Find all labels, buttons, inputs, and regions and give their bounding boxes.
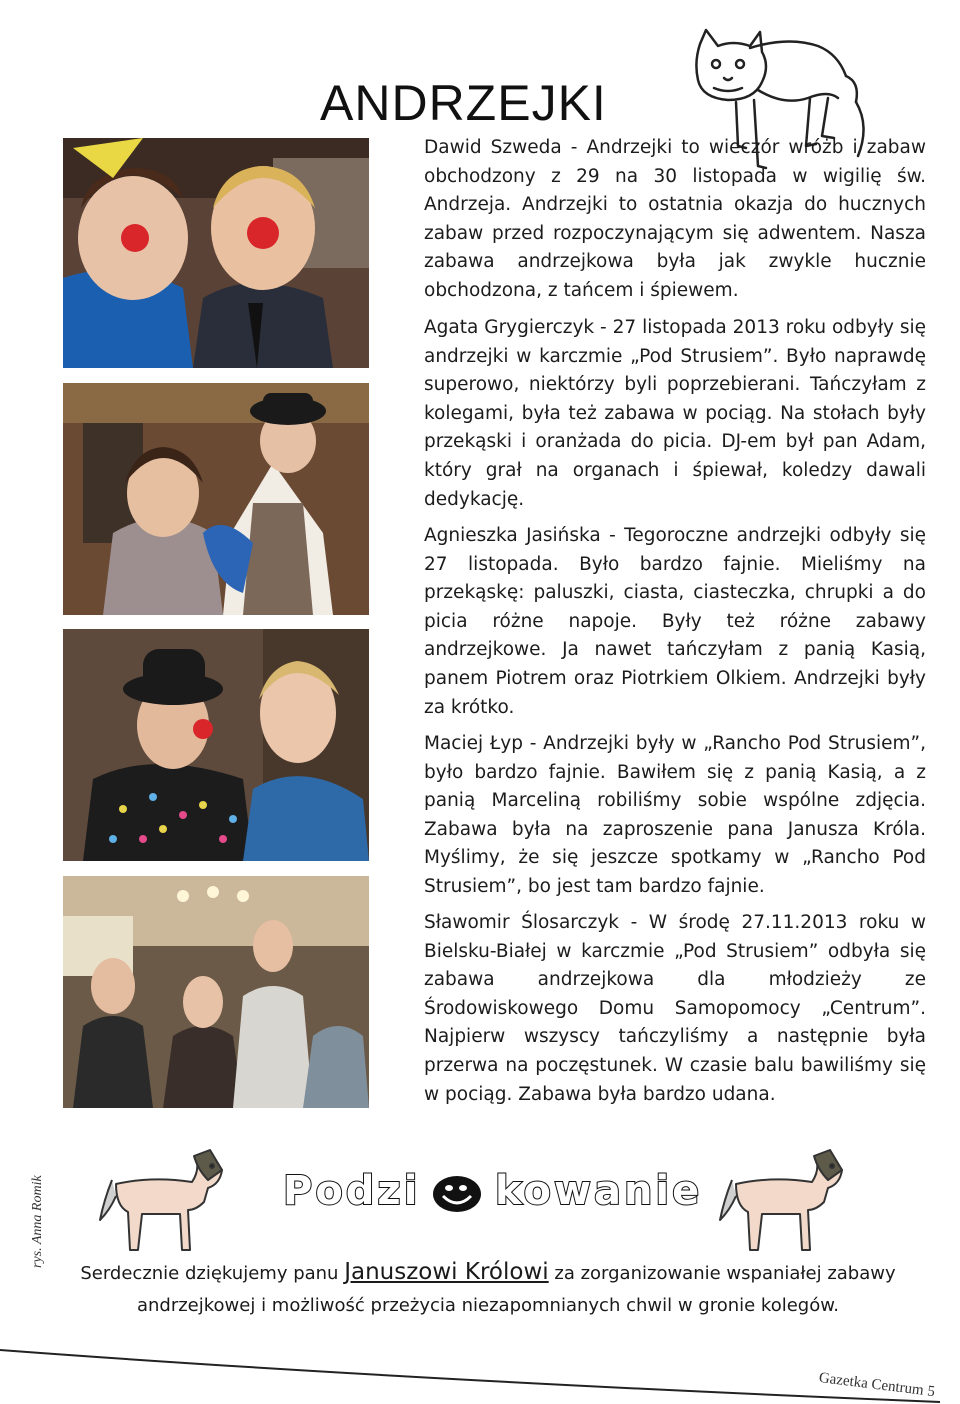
article-maciej-lyp: Maciej Łyp - Andrzejki były w „Rancho Pod Strusiem”, było bardzo fajnie. Bawiłem się z panią Kasią, a z panią Marceliną robiliśmy sobie wspólne zdjęcia. Zabawa była na zaproszenie pana Janusza Króla. Myślimy, że się jeszcze spotkamy w „Rancho Pod Strusiem”, bo jest tam bardzo fajnie. — [424, 733, 926, 897]
party-photo-train-game — [63, 876, 369, 1108]
footer-divider — [0, 1340, 960, 1404]
page-footer: Gazetka Centrum 5 — [818, 1370, 936, 1401]
thanks-text-end: za zorganizowanie wspaniałej zabawy andrzejkowej i możliwość przeżycia niezapomnianych chwil w gronie kolegów. — [136, 1263, 896, 1316]
article-agata-grygierczyk: Agata Grygierczyk - 27 listopada 2013 roku odbyły się andrzejki w karczmie „Pod Strusiem”. Było naprawdę superowo, niektórzy byli poprzebierani. Tańczyłam z kolegami, była też zabawa w pociąg. Na stołach były przekąski i oranżada do picia. DJ-em był pan Adam, który grał na organach i śpiewał, koledzy dawali dedykację. — [424, 317, 926, 510]
article-dawid-szweda: Dawid Szweda - Andrzejki to wieczór wróżb i zabaw obchodzony z 29 na 30 listopada w wigilię św. Andrzeja. Andrzejki to ostatnia okazja do hucznych zabaw przed rozpoczynającym się adwentem. Nasza zabawa andrzejkowa była jak zwykle hucznie obchodzona, z tańcem i śpiewem. — [424, 137, 926, 301]
thanks-heading-end: kowanie — [495, 1168, 703, 1214]
thanks-message — [48, 1256, 928, 1322]
smiley-icon — [431, 1174, 483, 1214]
article-agnieszka-jasinska: Agnieszka Jasińska - Tegoroczne andrzejki odbyły się 27 listopada. Było bardzo fajnie. Mieliśmy na przekąskę: paluszki, ciasta, ciasteczka, chrupki a do picia różne napoje. Były też różne zabawy andrzejkowe. Ja nawet tańczyłam z panią Kasią, panem Piotrem oraz Piotrkiem Olkiem. Andrzejki były za krótko. — [424, 525, 926, 718]
horse-drawing-icon — [92, 1140, 242, 1260]
party-photo-dancing — [63, 383, 369, 615]
thanks-heading-start: Podzi — [283, 1168, 421, 1214]
thanks-text-start: Serdecznie dziękujemy panu — [80, 1263, 339, 1284]
page-title: ANDRZEJKI — [320, 74, 607, 131]
thanks-recipient: Januszowi Królowi — [344, 1259, 549, 1285]
illustration-credit: rys. Anna Romik — [30, 1175, 45, 1268]
party-photo-clowns — [63, 138, 369, 368]
party-photo-hat-and-clown — [63, 629, 369, 861]
article-slawomir-slosarczyk: Sławomir Ślosarczyk - W środę 27.11.2013 roku w Bielsku-Białej w karczmie „Pod Strusiem” odbyła się zabawa andrzejkowa dla młodzieży ze Środowiskowego Domu Samopomocy „Centrum”. Najpierw wszyscy tańczyliśmy a następnie była przerwa na poczęstunek. W czasie balu bawiliśmy się w pociąg. Zabawa była bardzo udana. — [424, 912, 926, 1105]
horse-drawing-icon — [712, 1140, 862, 1260]
